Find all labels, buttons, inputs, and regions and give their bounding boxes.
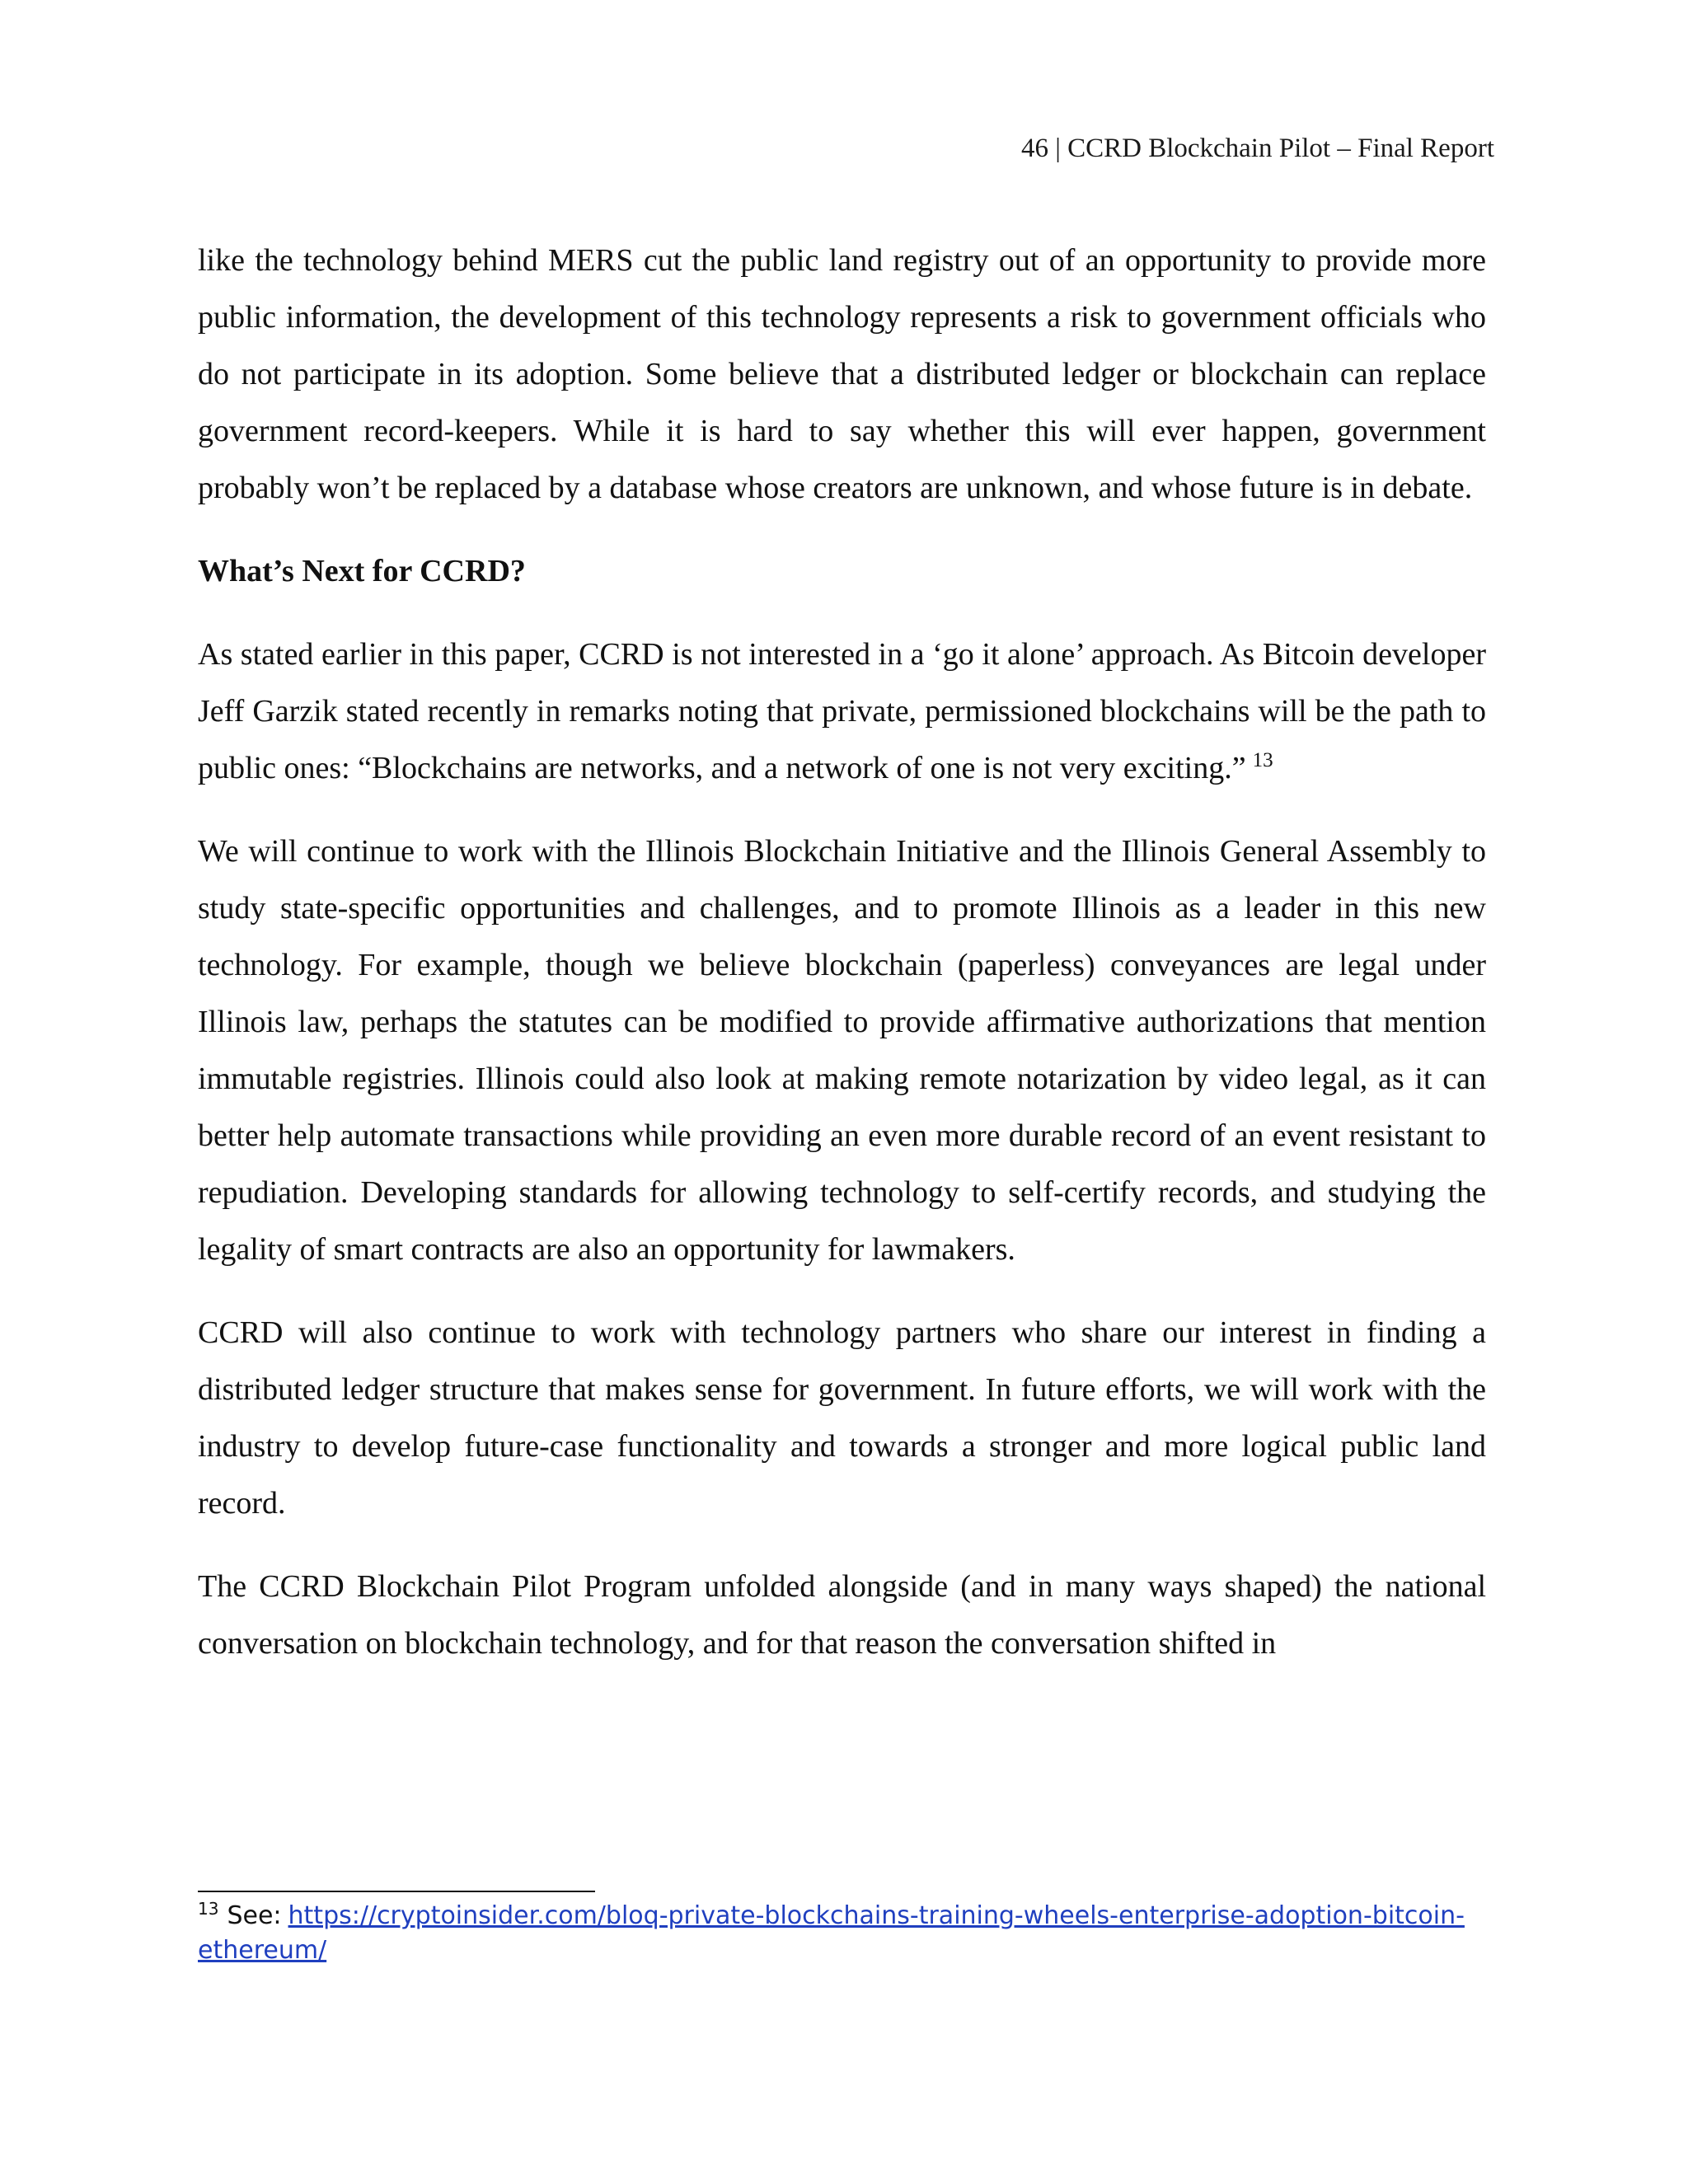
paragraph-2-text: As stated earlier in this paper, CCRD is not interested in a ‘go it alone’ approach. As Bitcoin developer Jeff Garzik stated recently in remarks noting that private, permissioned blockchains will be the path to public ones: “Blockchains are networks, and a network of one is not very exciting.” — [198, 637, 1486, 785]
paragraph-2 — [198, 626, 1486, 797]
footnote-number: 13 — [198, 1899, 219, 1919]
footnote-link[interactable]: https://cryptoinsider.com/bloq-private-blockchains-training-wheels-enterprise-adoption-bitcoin-ethereum/ — [198, 1901, 1465, 1965]
paragraph-1: like the technology behind MERS cut the public land registry out of an opportunity to provide more public information, the development of this technology represents a risk to government officials who do not participate in its adoption. Some believe that a distributed ledger or blockchain can replace government record-keepers. While it is hard to say whether this will ever happen, government probably won’t be replaced by a database whose creators are unknown, and whose future is in debate. — [198, 243, 1486, 505]
section-heading: What’s Next for CCRD? — [198, 554, 526, 588]
body-text — [198, 232, 1486, 1699]
running-header: 46 | CCRD Blockchain Pilot – Final Report — [1020, 134, 1494, 163]
footnote — [198, 1899, 1467, 1968]
footnote-prefix: See: — [227, 1901, 282, 1930]
footnote-separator — [198, 1891, 595, 1892]
paragraph-3: We will continue to work with the Illinois Blockchain Initiative and the Illinois General Assembly to study state-specific opportunities and challenges, and to promote Illinois as a leader in this new technology. For example, though we believe blockchain (paperless) conveyances are legal under Illinois law, perhaps the statutes can be modified to provide affirmative authorizations that mention immutable registries. Illinois could also look at making remote notarization by video legal, as it can better help automate transactions while providing an even more durable record of an event resistant to repudiation. Developing standards for allowing technology to self-certify records, and studying the legality of smart contracts are also an opportunity for lawmakers. — [198, 834, 1486, 1267]
paragraph-5: The CCRD Blockchain Pilot Program unfolded alongside (and in many ways shaped) the national conversation on blockchain technology, and for that reason the conversation shifted in — [198, 1569, 1486, 1661]
paragraph-4: CCRD will also continue to work with technology partners who share our interest in finding a distributed ledger structure that makes sense for government. In future efforts, we will work with the industry to develop future-case functionality and towards a stronger and more logical public land record. — [198, 1315, 1486, 1521]
footnote-reference[interactable]: 13 — [1252, 749, 1273, 772]
